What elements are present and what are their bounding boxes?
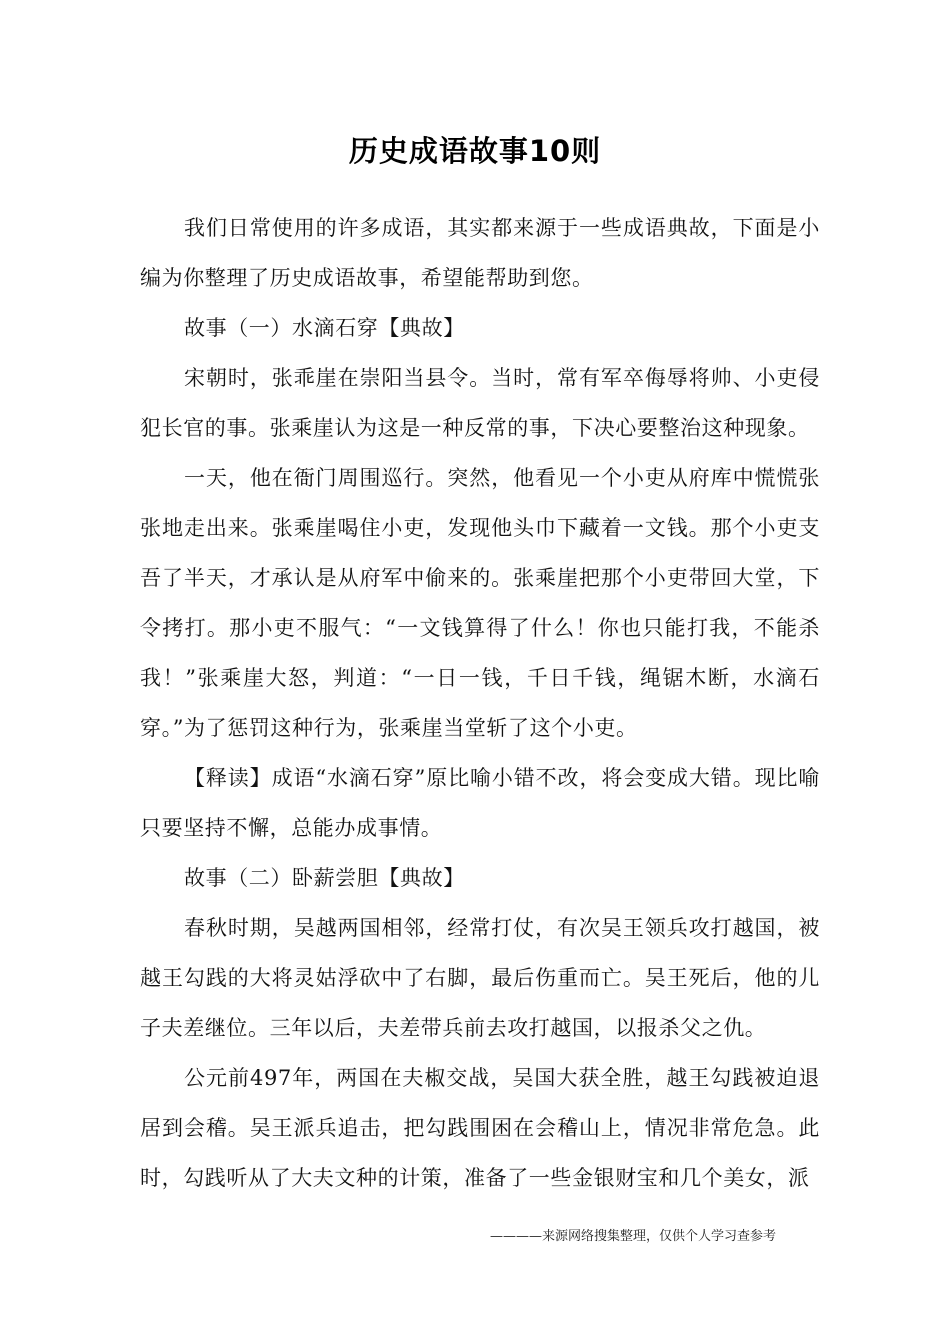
paragraph: 春秋时期，吴越两国相邻，经常打仗，有次吴王领兵攻打越国，被越王勾践的大将灵姑浮砍中了右脚，最后伤重而亡。吴王死后，他的儿子夫差继位。三年以后，夫差带兵前去攻打越国，以报杀父之仇。 (140, 916, 820, 1040)
paragraph: 宋朝时，张乖崖在崇阳当县令。当时，常有军卒侮辱将帅、小吏侵犯长官的事。张乘崖认为这是一种反常的事，下决心要整治这种现象。 (140, 366, 820, 440)
page-footer: ————来源网络搜集整理，仅供个人学习查参考 (490, 1229, 777, 1244)
document-body (140, 203, 820, 1203)
paragraph: 一天，他在衙门周围巡行。突然，他看见一个小吏从府库中慌慌张张地走出来。张乘崖喝住小吏，发现他头巾下藏着一文钱。那个小吏支吾了半天，才承认是从府军中偷来的。张乘崖把那个小吏带回大堂，下令拷打。那小吏不服气：“一文钱算得了什么！你也只能打我，不能杀我！”张乘崖大怒，判道：“一日一钱，千日千钱，绳锯木断，水滴石穿。”为了惩罚这种行为，张乘崖当堂斩了这个小吏。 (140, 466, 820, 740)
paragraph-interpretation: 【释读】成语“水滴石穿”原比喻小错不改，将会变成大错。现比喻只要坚持不懈，总能办成事情。 (140, 766, 820, 840)
document-title: 历史成语故事10则 (348, 134, 602, 168)
paragraph: 公元前497年，两国在夫椒交战，吴国大获全胜，越王勾践被迫退居到会稽。吴王派兵追击，把勾践围困在会稽山上，情况非常危急。此时，勾践听从了大夫文种的计策，准备了一些金银财宝和几个美女，派 (140, 1066, 820, 1190)
story-heading-1: 故事（一）水滴石穿【典故】 (184, 316, 465, 340)
paragraph-intro: 我们日常使用的许多成语，其实都来源于一些成语典故，下面是小编为你整理了历史成语故事，希望能帮助到您。 (140, 216, 820, 290)
story-heading-2: 故事（二）卧薪尝胆【典故】 (184, 866, 465, 890)
